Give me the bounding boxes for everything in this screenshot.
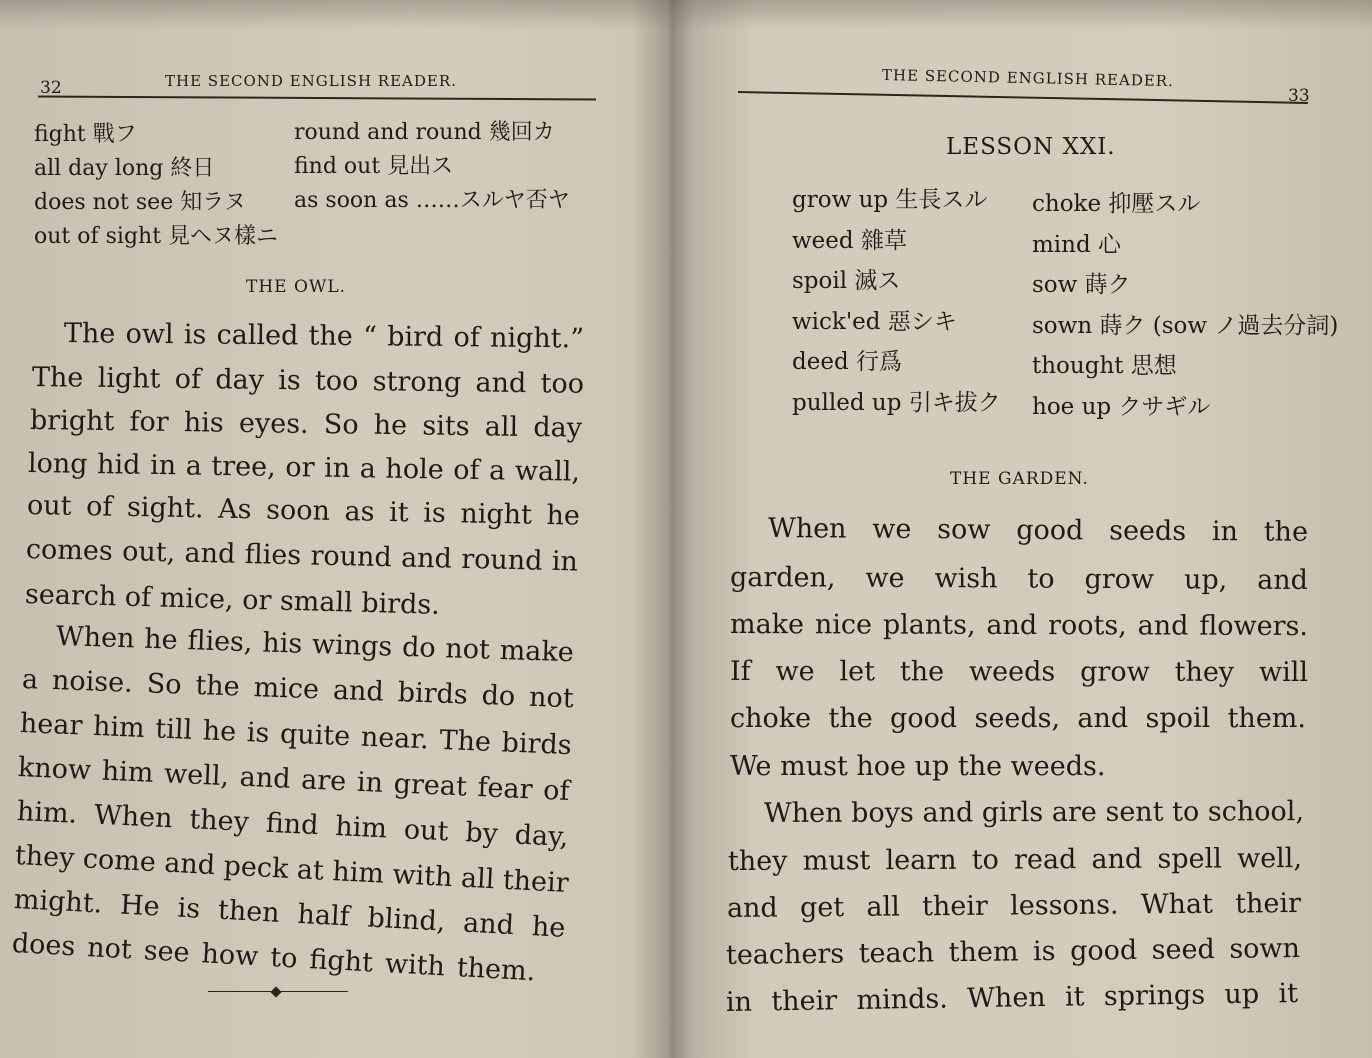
vocab-entry: fight 戰フ — [34, 122, 137, 147]
text-line: If we let the weeds grow they will — [729, 656, 1309, 689]
text-line: When boys and girls are sent to school, — [763, 796, 1305, 829]
text-line: comes out, and flies round and round in — [25, 534, 579, 578]
section-title: THE GARDEN. — [950, 469, 1089, 489]
text-line: they come and peck at him with all their — [14, 840, 570, 900]
text-line: The owl is called the “ bird of night.” — [63, 318, 585, 355]
text-line: teachers teach them is good seed sown — [725, 932, 1301, 971]
vocab-entry: sow 蒔ク — [1032, 272, 1131, 298]
text-line: in their minds. When it springs up it — [725, 978, 1299, 1018]
vocab-entry: deed 行爲 — [792, 349, 902, 375]
vocab-entry: pulled up 引キ拔ク — [792, 389, 1001, 416]
text-line: know him well, and are in great fear of — [17, 752, 571, 808]
vocab-entry: mind 心 — [1032, 231, 1122, 258]
vocab-entry: does not see 知ラヌ — [34, 190, 246, 215]
text-line: The light of day is too strong and too — [31, 362, 585, 400]
text-line: they must learn to read and spell well, — [727, 842, 1303, 877]
vocab-entry: round and round 幾回カ — [294, 120, 555, 145]
vocab-column — [792, 180, 1001, 423]
vocab-entry: sown 蒔ク (sow ノ過去分詞) — [1032, 312, 1339, 339]
text-line: bright for his eyes. So he sits all day — [29, 405, 583, 444]
vocab-entry: weed 雜草 — [792, 227, 907, 254]
section-title: THE OWL. — [246, 277, 347, 297]
vocab-entry: as soon as ……スルヤ否ヤ — [294, 188, 570, 213]
left-page — [0, 0, 640, 1058]
section-ornament — [208, 985, 348, 999]
lesson-heading: LESSON XXI. — [946, 134, 1116, 160]
text-line: hear him till he is quite near. The birds — [19, 708, 573, 762]
vocab-entry: all day long 終日 — [34, 156, 215, 181]
text-line: make nice plants, and roots, and flowers. — [729, 609, 1309, 643]
header-rule — [738, 91, 1308, 104]
text-line: When he flies, his wings do not make — [55, 621, 575, 669]
page-number: 33 — [1288, 86, 1310, 106]
vocab-column — [1032, 184, 1338, 427]
text-line: a noise. So the mice and birds do not — [21, 664, 575, 715]
header-rule — [38, 96, 596, 101]
running-head: THE SECOND ENGLISH READER. — [881, 66, 1175, 91]
text-line: and get all their lessons. What their — [726, 887, 1302, 924]
vocab-entry: out of sight 見ヘヌ樣ニ — [34, 224, 279, 249]
page-number: 32 — [40, 78, 62, 98]
vocab-entry: hoe up クサギル — [1032, 393, 1211, 420]
running-head: THE SECOND ENGLISH READER. — [165, 72, 457, 90]
text-line: might. He is then half blind, and he — [13, 884, 567, 944]
vocab-column — [294, 116, 570, 218]
text-line: him. When they find him out by day, — [16, 796, 570, 853]
right-page — [700, 0, 1372, 1058]
vocab-entry: thought 思想 — [1032, 353, 1177, 379]
text-line: does not see how to fight with them. — [11, 928, 537, 988]
text-line: long hid in a tree, or in a hole of a wall, — [27, 448, 581, 488]
text-line: choke the good seeds, and spoil them. — [730, 703, 1306, 734]
text-line: out of sight. As soon as it is night he — [26, 490, 581, 532]
vocab-entry: find out 見出ス — [294, 154, 454, 179]
text-line: When we sow good seeds in the — [767, 513, 1309, 548]
vocab-entry: wick'ed 惡シキ — [792, 308, 957, 335]
vocab-entry: choke 抑壓スル — [1032, 191, 1201, 217]
text-line: search of mice, or small birds. — [24, 579, 441, 621]
vocab-entry: spoil 滅ス — [792, 268, 901, 294]
text-line: garden, we wish to grow up, and — [729, 562, 1309, 597]
vocab-entry: grow up 生長スル — [792, 187, 988, 213]
vocab-column — [34, 118, 278, 254]
text-line: We must hoe up the weeds. — [730, 751, 1106, 782]
